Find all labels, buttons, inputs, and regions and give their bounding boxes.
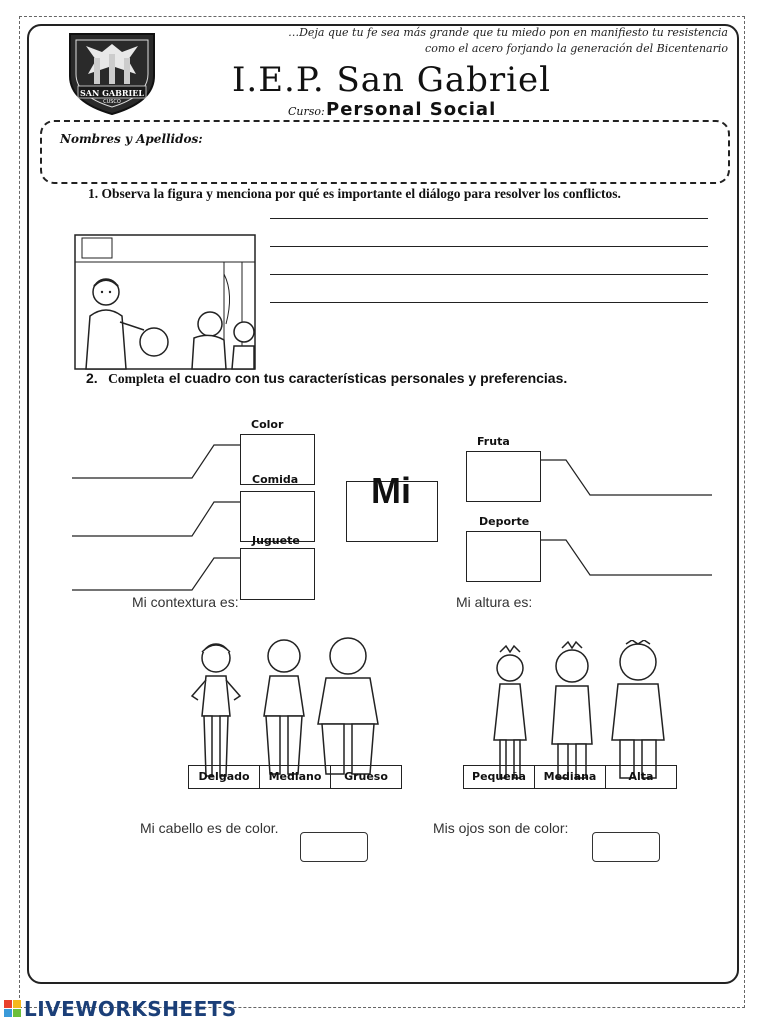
mi-label: Mi bbox=[371, 470, 411, 511]
option-mediana[interactable]: Mediana bbox=[534, 765, 606, 789]
question2-word: Completa bbox=[108, 371, 165, 386]
altura-label: Mi altura es: bbox=[456, 594, 533, 610]
juguete-label: Juguete bbox=[252, 534, 300, 547]
ojos-answer-box[interactable] bbox=[592, 832, 660, 862]
ojos-label: Mis ojos son de color: bbox=[433, 820, 569, 836]
name-label: Nombres y Apellidos: bbox=[60, 132, 203, 146]
color-label: Color bbox=[251, 418, 284, 431]
logo-subtext: CUSCO bbox=[103, 99, 121, 105]
deporte-box[interactable] bbox=[466, 531, 541, 582]
logo-text: SAN GABRIEL bbox=[80, 88, 144, 98]
curso-label: Curso: bbox=[288, 105, 325, 118]
cabello-label: Mi cabello es de color. bbox=[140, 820, 279, 836]
deporte-label: Deporte bbox=[479, 515, 530, 528]
curso-name: Personal Social bbox=[326, 99, 497, 120]
option-delgado[interactable]: Delgado bbox=[188, 765, 260, 789]
motto-line1: …Deja que tu fe sea más grande que tu miedo pon en manifiesto tu resistencia bbox=[288, 26, 728, 39]
question1-text: 1. Observa la figura y menciona por qué es importante el diálogo para resolver los conflictos. bbox=[88, 186, 621, 201]
juguete-box[interactable] bbox=[240, 548, 315, 600]
school-name: I.E.P. San Gabriel bbox=[232, 60, 552, 100]
footer-brand[interactable]: LIVEWORKSHEETS bbox=[24, 997, 237, 1021]
question2-text: el cuadro con tus características personales y preferencias. bbox=[168, 370, 568, 386]
liveworksheets-logo-icon bbox=[4, 1000, 22, 1018]
option-grueso[interactable]: Grueso bbox=[330, 765, 402, 789]
option-alta[interactable]: Alta bbox=[605, 765, 677, 789]
option-mediano[interactable]: Mediano bbox=[259, 765, 331, 789]
fruta-box[interactable] bbox=[466, 451, 541, 502]
option-pequena[interactable]: Pequeña bbox=[463, 765, 535, 789]
question2-number: 2. bbox=[86, 370, 98, 386]
contextura-label: Mi contextura es: bbox=[132, 594, 239, 610]
motto-line2: como el acero forjando la generación del Bicentenario bbox=[425, 42, 728, 55]
boys-illustration bbox=[186, 636, 386, 786]
comida-label: Comida bbox=[252, 473, 299, 486]
fruta-label: Fruta bbox=[477, 435, 510, 448]
cabello-answer-box[interactable] bbox=[300, 832, 368, 862]
